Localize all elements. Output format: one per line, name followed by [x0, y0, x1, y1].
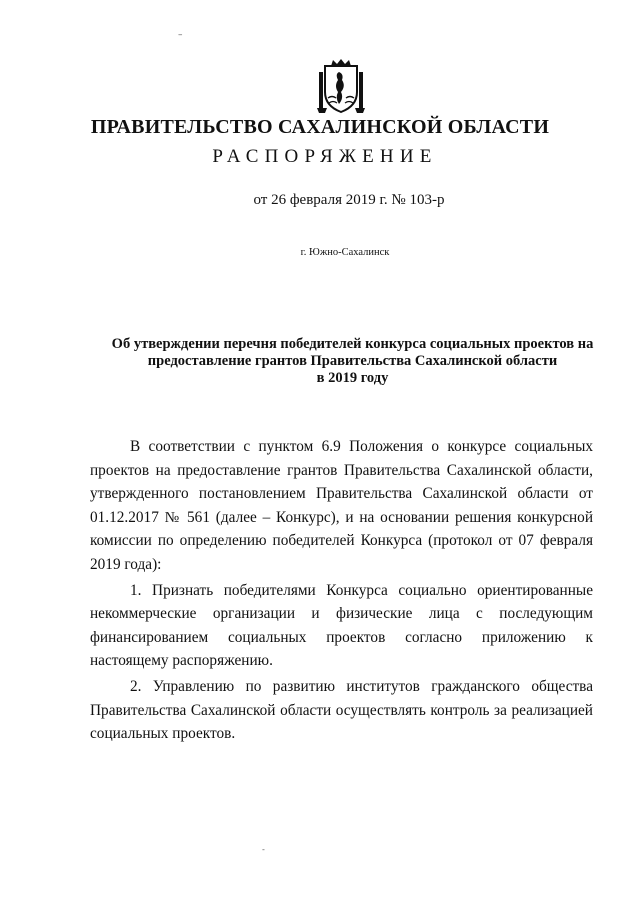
- scan-mark-bottom: -: [262, 845, 265, 854]
- document-type: РАСПОРЯЖЕНИЕ: [212, 146, 438, 167]
- subject-line-3: в 2019 году: [316, 370, 389, 386]
- item-1-paragraph: 1. Признать победителями Конкурса социально ориентированные некоммерческие организации и физические лица с последующим финансированием социальных проектов согласно приложению к настоящему распоряжению.: [90, 581, 593, 670]
- subject-line-2: предоставление грантов Правительства Сахалинской области: [147, 353, 558, 369]
- sakhalin-coat-of-arms-icon: [317, 58, 365, 114]
- preamble-paragraph: В соответствии с пунктом 6.9 Положения о конкурсе социальных проектов на предоставление грантов Правительства Сахалинской области, утвержденного постановлением Правительства Сахалинской области от 01.12.2017 № 561 (далее – Конкурс), и на основании решения конкурсной комиссии по определению победителей Конкурса (протокол от 07 февраля 2019 года):: [90, 438, 593, 573]
- subject-line-1: Об утверждении перечня победителей конкурса социальных проектов на: [111, 336, 594, 352]
- item-2-paragraph: 2. Управлению по развитию институтов гражданского общества Правительства Сахалинской области осуществлять контроль за реализацией социальных проектов.: [90, 677, 593, 743]
- scan-mark-top: –: [178, 30, 183, 40]
- government-title: ПРАВИТЕЛЬСТВО САХАЛИНСКОЙ ОБЛАСТИ: [90, 116, 550, 138]
- document-date-number: от 26 февраля 2019 г. № 103-р: [253, 192, 445, 208]
- document-body: [90, 435, 593, 746]
- document-subject: [90, 336, 615, 387]
- issue-city: г. Южно-Сахалинск: [300, 247, 390, 258]
